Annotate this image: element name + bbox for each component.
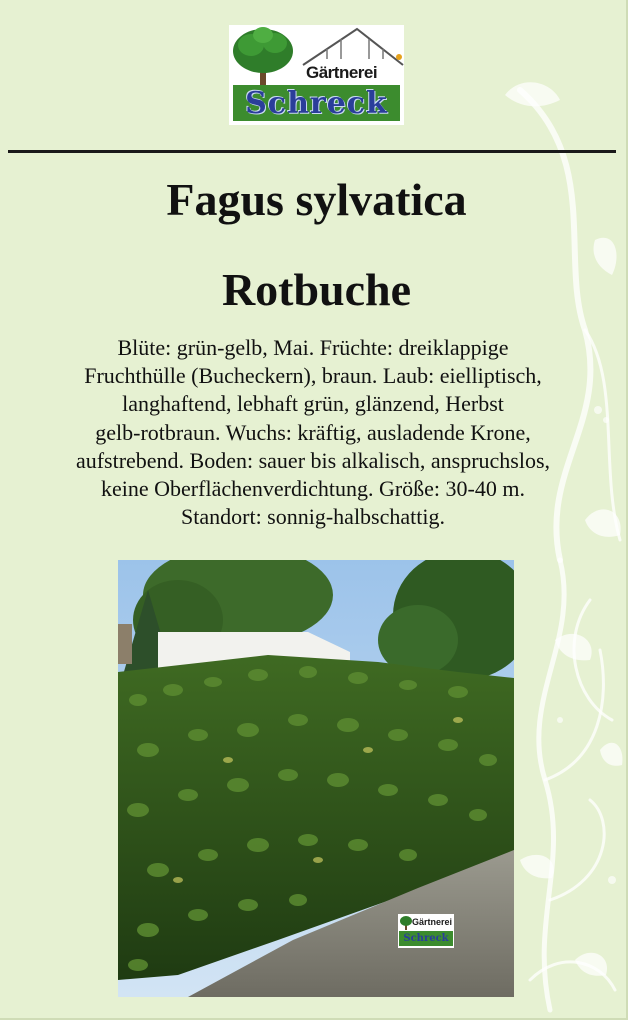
logo-nursery-name: Gärtnerei [306, 63, 378, 82]
hedge-photo-image [118, 560, 514, 997]
logo-brand-bar [233, 85, 400, 121]
header-divider [8, 150, 616, 153]
tree-icon [399, 915, 413, 931]
description-line: Standort: sonnig-halbschattig. [181, 504, 445, 530]
photo-watermark-name: Gärtnerei [412, 917, 453, 927]
photo-watermark-bar [399, 931, 453, 946]
photo-watermark-brand: Schreck [403, 933, 449, 944]
latin-name: Fagus sylvatica [166, 174, 467, 225]
plant-description [2, 334, 624, 531]
logo-brand-name: Schreck [245, 85, 388, 121]
description-line: keine Oberflächenverdichtung. Größe: 30-40 m. [101, 476, 525, 502]
description-line: aufstrebend. Boden: sauer bis alkalisch, anspruchslos, [75, 447, 551, 473]
common-name: Rotbuche [221, 264, 412, 315]
description-line: gelb-rotbraun. Wuchs: kräftig, ausladende Krone, [95, 419, 531, 445]
nursery-logo [229, 25, 404, 125]
description-line: Fruchthülle (Bucheckern), braun. Laub: eielliptisch, [84, 363, 542, 389]
description-line: Blüte: grün-gelb, Mai. Früchte: dreiklappige [117, 335, 509, 360]
hedge-photo [118, 560, 514, 997]
description-line: langhaftend, lebhaft grün, glänzend, Herbst [122, 391, 504, 417]
photo-watermark-logo [398, 914, 454, 948]
